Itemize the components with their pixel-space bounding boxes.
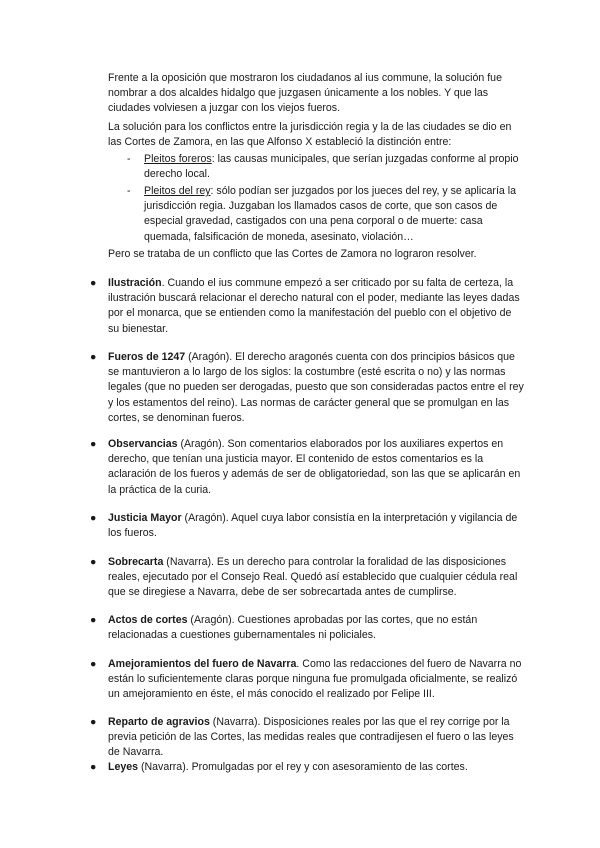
list-item-body xyxy=(108,511,524,541)
list-item-term: Observancias xyxy=(108,438,178,450)
bullet-icon: ● xyxy=(90,512,97,524)
list-item-term: Justicia Mayor xyxy=(108,512,182,524)
list-item-text: (Navarra). Disposiciones reales por las que el rey corrige por la previa petición de las Cortes, las medidas reales que contradijesen el fuero o las leyes de Navarra. xyxy=(108,716,514,759)
list-item-text: (Aragón). Cuestiones aprobadas por las cortes, que no están relacionadas a cuestiones gubernamentales ni policiales. xyxy=(108,614,478,642)
list-item-leyes xyxy=(90,760,524,775)
list-item-term: Actos de cortes xyxy=(108,614,188,626)
list-item-observancias xyxy=(90,437,524,498)
list-item-text: . Como las redacciones del fuero de Navarra no están lo suficientemente claras porque ninguna fue promulgada oficialmente, se realizó un amejoramiento en éste, el más conocido el realizado por Felipe III. xyxy=(108,658,522,701)
term-pleitos-del-rey: Pleitos del rey xyxy=(144,185,211,197)
sub-item-pleitos-foreros xyxy=(128,152,524,182)
sub-item-text: : las causas municipales, que serían juzgadas conforme al propio derecho local. xyxy=(144,153,519,181)
list-item-text: . Cuando el ius commune empezó a ser criticado por su falta de certeza, la ilustración buscará relacionar el derecho natural con el poder, mediante las leyes dadas por el monarca, que se entienden como la manifestación del pueblo con el objetivo de su bienestar. xyxy=(108,277,520,335)
intro-paragraph-1: Frente a la oposición que mostraron los ciudadanos al ius commune, la solución fue nombrar a dos alcaldes hidalgo que juzgasen únicamente a los nobles. Y que las ciudades volviesen a juzgar con los viejos fueros. xyxy=(108,72,502,115)
sub-item-body xyxy=(144,152,524,182)
list-item-term: Sobrecarta xyxy=(108,556,164,568)
list-item-body xyxy=(108,657,524,703)
dash-marker: - xyxy=(127,153,131,165)
list-item-text: (Navarra). Promulgadas por el rey y con asesoramiento de las cortes. xyxy=(138,761,468,773)
sub-item-body xyxy=(144,184,524,245)
list-item-body xyxy=(108,555,524,601)
list-item-text: (Aragón). Son comentarios elaborados por los auxiliares expertos en derecho, que tenían una justicia mayor. El contenido de estos comentarios es la aclaración de los fueros y además de ser de obligatoriedad, son las que se aplicarán en la práctica de la curia. xyxy=(108,438,521,496)
bullet-icon: ● xyxy=(90,277,97,289)
list-item-text: (Navarra). Es un derecho para controlar la foralidad de las disposiciones reales, ejecutado por el Consejo Real. Quedó así establecido que cualquier cédula real que se diregiese a Navarra, debe de ser sobrecartada antes de cumplirse. xyxy=(108,556,518,599)
list-item-term: Fueros de 1247 xyxy=(108,351,186,363)
list-item-sobrecarta xyxy=(90,555,524,601)
bullet-icon: ● xyxy=(90,614,97,626)
intro-paragraph-3: Pero se trataba de un conflicto que las Cortes de Zamora no lograron resolver. xyxy=(108,248,477,260)
list-item-reparto-de-agravios xyxy=(90,715,524,761)
bullet-icon: ● xyxy=(90,658,97,670)
list-item-amejoramientos xyxy=(90,657,524,703)
list-item-body xyxy=(108,276,524,337)
sub-item-text: : sólo podían ser juzgados por los jueces del rey, y se aplicaría la jurisdicción regia. Juzgaban los llamados casos de corte, que son casos de especial gravedad, castigados con una pena corporal o de muerte: casa quemada, falsificación de moneda, asesinato, violación… xyxy=(144,185,516,243)
list-item-term: Ilustración xyxy=(108,277,162,289)
list-item-fueros-1247 xyxy=(90,350,524,426)
sub-item-pleitos-del-rey xyxy=(128,184,524,245)
list-item-body xyxy=(108,715,524,761)
bullet-icon: ● xyxy=(90,351,97,363)
bullet-icon: ● xyxy=(90,438,97,450)
list-item-body xyxy=(108,613,524,643)
term-pleitos-foreros: Pleitos foreros xyxy=(144,153,212,165)
list-item-justicia-mayor xyxy=(90,511,524,541)
bullet-icon: ● xyxy=(90,556,97,568)
list-item-term: Amejoramientos del fuero de Navarra xyxy=(108,658,297,670)
list-item-body xyxy=(108,350,524,426)
dash-marker: - xyxy=(127,185,131,197)
list-item-text: (Aragón). El derecho aragonés cuenta con dos principios básicos que se mantuvieron a lo largo de los siglos: la costumbre (esté escrita o no) y las normas legales (que no pueden ser derogadas, puesto que son consideradas pactos entre el rey y los estamentos del reino). Las normas de carácter general que se promulgan en las cortes, se denominan fueros. xyxy=(108,351,524,424)
list-item-term: Reparto de agravios xyxy=(108,716,210,728)
bullet-icon: ● xyxy=(90,716,97,728)
list-item-body xyxy=(108,437,524,498)
bullet-icon: ● xyxy=(90,761,97,773)
intro-paragraph-2: La solución para los conflictos entre la jurisdicción regia y la de las ciudades se dio en las Cortes de Zamora, en las que Alfonso X estableció la distinción entre: xyxy=(108,121,512,149)
list-item-actos-de-cortes xyxy=(90,613,524,643)
list-item-term: Leyes xyxy=(108,761,139,773)
list-item-text: (Aragón). Aquel cuya labor consistía en la interpretación y vigilancia de los fueros. xyxy=(108,512,518,540)
list-item-ilustracion xyxy=(90,276,524,337)
list-item-body xyxy=(108,760,524,775)
